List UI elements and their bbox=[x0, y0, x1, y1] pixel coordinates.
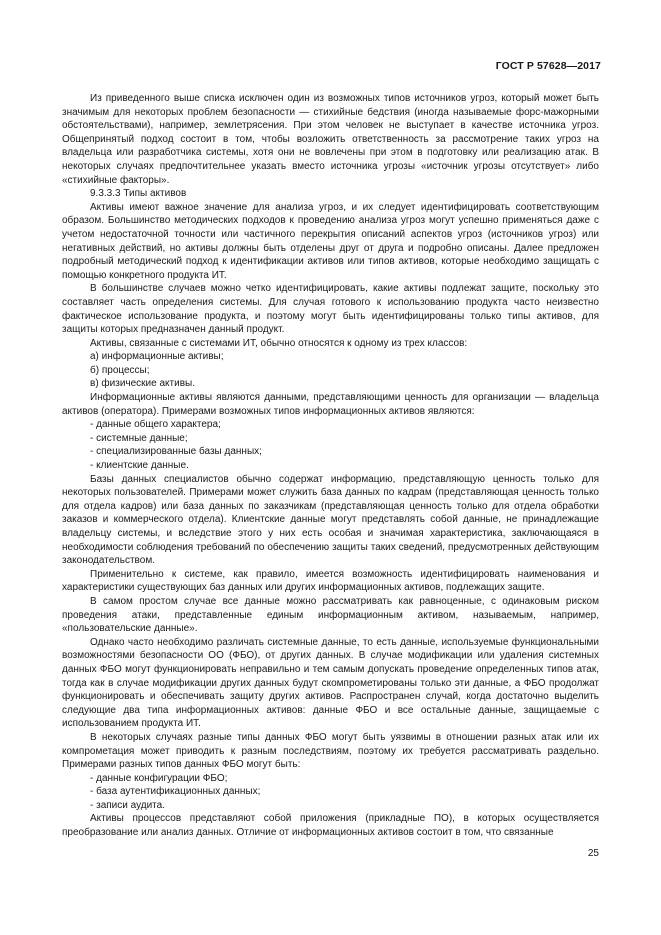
paragraph: Однако часто необходимо различать системные данные, то есть данные, используемые функциональными возможностями безопасности ОО (ФБО), от других данных. В случае модификации или удаления системных данных ФБО могут функционировать неправильно и тем самым допускать проведение определенных типов атак, тогда как в случае модификации других данных будут скомпрометированы только эти данные, а ФБО продолжат функционировать и обеспечивать защиту других активов. Распространен случай, когда достаточно выделить следующие два типа информационных активов: данные ФБО и все остальные данные, защищаемые с использованием продукта ИТ. bbox=[62, 636, 599, 730]
list-item: в) физические активы. bbox=[90, 378, 195, 390]
paragraph: Из приведенного выше списка исключен один из возможных типов источников угроз, который может быть значимым для некоторых проблем безопасности — стихийные бедствия (иногда называемые форс-мажорными обстоятельствами), например, землетрясения. При этом человек не выступает в качестве источника угроз. Общепринятый подход состоит в том, чтобы возложить ответственность за рассмотрение таких угроз на владельца или разработчика системы, хотя они не вовлечены при этом в подготовку или реализацию атак. В некоторых случаях предпочтительнее указать вместо источника угрозы «источник угрозы отсутствует» либо «стихийные факторы». bbox=[62, 93, 599, 186]
paragraph: В большинстве случаев можно четко идентифицировать, какие активы подлежат защите, поскольку это составляет часть определения системы. Для случая готового к использованию продукта часто неизвестно фактическое использование продукта, и поэтому могут быть идентифицированы только типы активов, для защиты которых предназначен данный продукт. bbox=[62, 283, 599, 336]
list-item: - данные общего характера; bbox=[90, 419, 221, 431]
list-item: - клиентские данные. bbox=[90, 460, 189, 472]
paragraph: Активы имеют важное значение для анализа угроз, и их следует идентифицировать соответствующим образом. Большинство методических подходов к проведению анализа угроз могут успешно применяться даже с учетом недостаточной точности или частичного перекрытия описаний аспектов угроз (источников угроз) или негативных действий, но активы должны быть отделены друг от друга и подробно описаны. Далее предложен подробный методический подход к идентификации активов или типов активов, которые необходимо защищать с помощью конкретного продукта ИТ. bbox=[62, 201, 599, 281]
list-item: б) процессы; bbox=[90, 364, 150, 376]
list-item: - база аутентификационных данных; bbox=[90, 786, 261, 798]
page-body bbox=[62, 92, 599, 840]
list-item: - записи аудита. bbox=[90, 799, 165, 811]
paragraph: Применительно к системе, как правило, имеется возможность идентифицировать наименования и характеристики существующих баз данных или других информационных активов, подлежащих защите. bbox=[62, 568, 599, 594]
paragraph: Информационные активы являются данными, представляющими ценность для организации — владельца активов (оператора). Примерами возможных типов информационных активов являются: bbox=[62, 392, 599, 417]
list-item: - данные конфигурации ФБО; bbox=[90, 772, 228, 784]
section-heading: 9.3.3.3 Типы активов bbox=[90, 188, 187, 200]
paragraph: Активы процессов представляют собой приложения (прикладные ПО), в которых осуществляется преобразование или анализ данных. Отличие от информационных активов состоит в том, что связанные bbox=[62, 813, 599, 839]
paragraph: В некоторых случаях разные типы данных ФБО могут быть уязвимы в отношении разных атак или их компрометация может приводить к разным последствиям, поэтому их требуется рассматривать раздельно. Примерами разных типов данных ФБО могут быть: bbox=[62, 731, 599, 771]
document-code: ГОСТ Р 57628—2017 bbox=[495, 60, 601, 72]
list-item: а) информационные активы; bbox=[90, 351, 224, 363]
list-item: - специализированные базы данных; bbox=[90, 446, 262, 458]
paragraph: Базы данных специалистов обычно содержат информацию, представляющую ценность только для некоторых пользователей. Примерами может служить база данных по кадрам (представляющая ценность только для отдела кадров) или база данных по заказчикам (представляющая ценность только для отдела обработки заказов и коммерческого отдела). Клиентские данные могут представлять собой данные, не принадлежащие владельцу системы, и вследствие этого у них есть особая и значимая характеристика, заключающаяся в необходимости соблюдения требований по обеспечению защиты таких сведений, предусмотренных действующим законодательством. bbox=[62, 473, 599, 567]
list-item: - системные данные; bbox=[90, 432, 188, 444]
page-number: 25 bbox=[587, 848, 599, 859]
paragraph: Активы, связанные с системами ИТ, обычно относятся к одному из трех классов: bbox=[90, 337, 468, 349]
paragraph: В самом простом случае все данные можно рассматривать как равноценные, с одинаковым риском проведения атаки, представленные единым информационным активом, называемым, например, «пользовательские данные». bbox=[62, 595, 599, 635]
